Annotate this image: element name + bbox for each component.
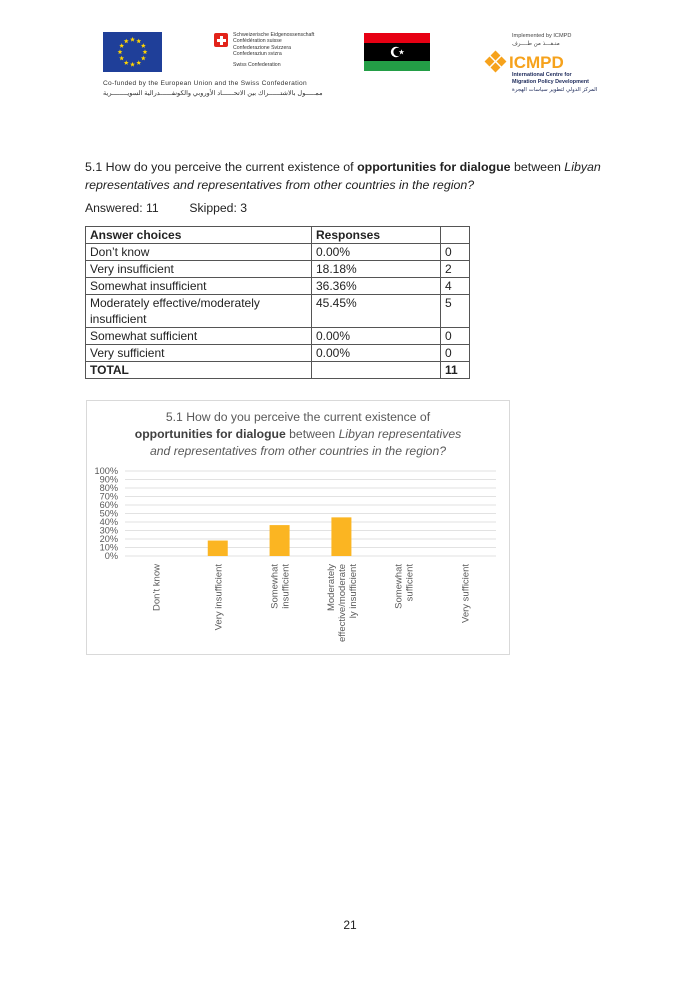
question-italic: Libyan representatives and representatives from other countries in the region? [85,160,601,192]
cell-percent: 0.00% [312,345,441,362]
x-category-label [151,564,162,611]
answer-stats [85,201,247,215]
icmpd-name: ICMPD [509,53,564,72]
table-row [86,244,470,261]
y-tick-label: 50% [99,508,118,519]
cell-percent: 0.00% [312,244,441,261]
x-category-label-line: sufficient [404,564,416,602]
cell-count: 2 [441,261,470,278]
table-row [86,261,470,278]
cell-count: 0 [441,328,470,345]
swiss-subline: Swiss Confederation [233,62,281,68]
cell-choice: Don’t know [86,244,312,261]
question-bold: opportunities for dialogue [357,160,511,174]
chart-title-segment: opportunities for dialogue [134,427,286,441]
question-mid: between [510,160,565,174]
x-category-label-line: effective/moderate [336,564,348,642]
table-total-row [86,362,470,379]
swiss-line: Confédération suisse [233,38,282,45]
cell-count: 0 [441,244,470,261]
header-answer-choices: Answer choices [86,227,312,244]
crescent-star-icon [364,43,430,61]
chart-title-segment: Libyan representatives [338,427,462,441]
y-tick-label: 70% [99,491,118,502]
question-pre: 5.1 How do you perceive the current existence of [85,160,358,174]
icmpd-mark-icon [485,51,507,73]
icmpd-full-2: Migration Policy Development [512,79,589,85]
bar [208,541,228,556]
x-category-label-line: Very sufficient [460,564,472,623]
cell-choice: Very insufficient [86,261,312,278]
y-tick-label: 0% [104,551,118,562]
chart-title-segment: between [285,427,339,441]
y-tick-label: 60% [99,500,118,511]
question-text [85,158,605,194]
icmpd-full-ar: المركز الدولي لتطوير سياسات الهجرة [512,87,598,93]
chart-title-segment: and representatives from other countries in the region? [149,444,447,458]
y-tick-label: 40% [99,517,118,528]
x-category-label-line: Moderately [325,564,337,611]
icmpd-full-1: International Centre for [512,72,572,78]
skipped-count: Skipped: 3 [189,201,247,215]
x-category-label-line: insufficient [280,564,292,609]
table-row [86,345,470,362]
x-category-label-line: Very insufficient [213,564,225,631]
table-header-row [86,227,470,244]
y-tick-label: 100% [94,466,118,477]
icmpd-implemented-ar: منـفـــذ من طــــرف [512,41,560,47]
x-category-label [326,564,359,642]
table-row [86,278,470,295]
icmpd-implemented: Implemented by ICMPD [512,33,572,39]
swiss-confederation-logo [214,32,324,74]
cell-total-percent [312,362,441,379]
bar-chart [87,401,509,654]
x-category-label [213,564,224,631]
chart-title-segment: 5.1 How do you perceive the current existence of [165,410,431,424]
x-category-label [270,564,292,609]
icmpd-logo [484,30,614,100]
table-row [86,328,470,345]
x-category-label [393,564,415,609]
cell-percent: 45.45% [312,295,441,328]
cell-total-count: 11 [441,362,470,379]
header-responses: Responses [312,227,441,244]
chart-container [86,400,510,655]
cell-choice: Somewhat sufficient [86,328,312,345]
swiss-cross-icon [214,33,228,47]
x-category-label-line: Somewhat [269,564,281,609]
cell-percent: 18.18% [312,261,441,278]
swiss-line: Schweizerische Eidgenossenschaft [233,32,315,38]
cell-total-label: TOTAL [86,362,312,379]
cell-percent: 36.36% [312,278,441,295]
cell-count: 4 [441,278,470,295]
cell-choice: Somewhat insufficient [86,278,312,295]
responses-table [85,226,470,379]
x-category-label [461,564,472,623]
cell-percent: 0.00% [312,328,441,345]
y-tick-label: 30% [99,525,118,536]
x-category-label-line: ly insufficient [347,564,359,619]
y-tick-label: 90% [99,474,118,485]
x-category-label-line: Don’t know [151,564,163,611]
swiss-lines [233,32,314,57]
y-tick-label: 10% [99,542,118,553]
cell-count: 0 [441,345,470,362]
eu-stars-icon [103,32,162,72]
x-category-label-line: Somewhat [393,564,405,609]
cell-choice: Moderately effective/moderately insufficient [86,295,312,328]
header-count [441,227,470,244]
answered-count: Answered: 11 [85,201,159,215]
libya-flag-logo [364,33,430,71]
cofunded-text: Co-funded by the European Union and the Swiss Confederation [103,80,307,87]
swiss-line: Confederazione Svizzera [233,44,291,51]
eu-flag-logo [103,32,162,72]
swiss-line: Confederaziun svizra [233,50,282,57]
bar [331,517,351,556]
cell-count: 5 [441,295,470,328]
table-row [86,295,470,328]
page-number: 21 [343,918,357,932]
bar [270,525,290,556]
cell-choice: Very sufficient [86,345,312,362]
y-tick-label: 80% [99,483,118,494]
y-tick-label: 20% [99,534,118,545]
cofunded-text-ar: ممـــــول بالاشتــــــراك بين الاتحــــــاد الأوروبي والكونفــــــدرالية السويــــــــرية [103,90,323,97]
